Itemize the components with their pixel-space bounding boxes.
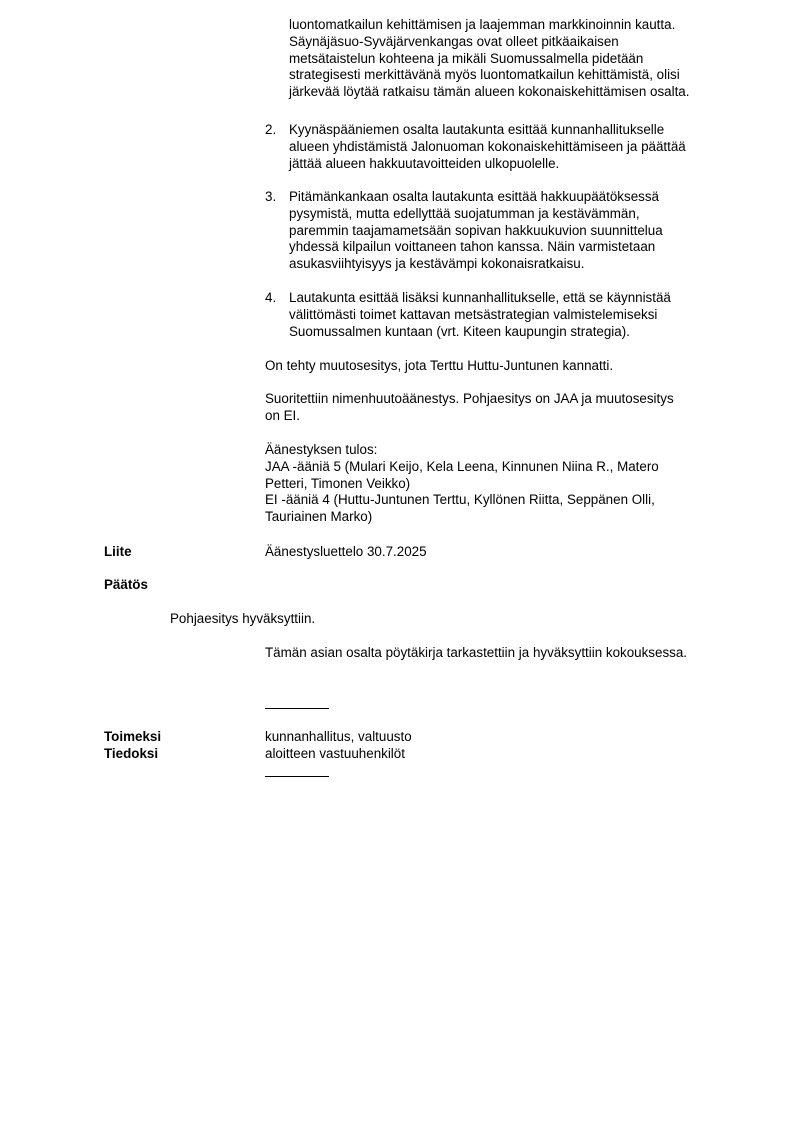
- list-item-text: Lautakunta esittää lisäksi kunnanhallitukselle, että se käynnistää välittömästi toimet kattavan metsästrategian valmistelemiseksi Suomussalmen kuntaan (vrt. Kiteen kaupungin strategia).: [289, 290, 671, 339]
- muutosesitys-paragraph: On tehty muutosesitys, jota Terttu Huttu-Juntunen kannatti.: [265, 358, 614, 373]
- paatos-text: Pohjaesitys hyväksyttiin.: [170, 611, 316, 626]
- list-item-text: Kyynäspääniemen osalta lautakunta esittää kunnanhallitukselle alueen yhdistämistä Jalonuoman kokonaiskehittämiseen ja päättää jättää alueen hakkuutavoitteiden ulkopuolelle.: [289, 122, 686, 171]
- list-item: [265, 290, 735, 340]
- separator-line: [265, 708, 329, 709]
- nimenhuuto-paragraph: Suoritettiin nimenhuutoäänestys. Pohjaesitys on JAA ja muutosesitys on EI.: [265, 391, 674, 423]
- liite-text: Äänestysluettelo 30.7.2025: [265, 544, 427, 559]
- list-item: [265, 122, 735, 172]
- vote-result-paragraph: Äänestyksen tulos: JAA -ääniä 5 (Mulari Keijo, Kela Leena, Kinnunen Niina R., Matero Petteri, Timonen Veikko) EI -ääniä 4 (Huttu-Juntunen Terttu, Kyllönen Riitta, Seppänen Olli, Tauriainen Marko): [265, 442, 659, 525]
- separator-line: [265, 776, 329, 777]
- list-item-number: 2.: [265, 122, 277, 137]
- tiedoksi-text: aloitteen vastuuhenkilöt: [265, 746, 405, 761]
- tiedoksi-label: Tiedoksi: [104, 746, 159, 761]
- list-item-text: Pitämänkankaan osalta lautakunta esittää hakkuupäätöksessä pysymistä, mutta edellyttää suojatumman ja kestävämmän, paremmin taajamametsään sopivan hakkuukuvion suunnittelua yhdessä kilpailun voittaneen tahon kanssa. Näin varmistetaan asukasviihtyisyys ja kestävämpi kokonaisratkaisu.: [289, 189, 663, 272]
- list-item: [265, 189, 735, 273]
- paatos-label: Päätös: [104, 577, 148, 592]
- tarkastus-paragraph: Tämän asian osalta pöytäkirja tarkastettiin ja hyväksyttiin kokouksessa.: [265, 645, 688, 660]
- continued-paragraph: luontomatkailun kehittämisen ja laajemman markkinoinnin kautta. Säynäjäsuo-Syväjärvenkangas ovat olleet pitkäaikaisen metsätaistelun kohteena ja mikäli Suomussalmella pidetään strategisesti merkittävänä myös luontomatkailun kehittämistä, olisi järkevää löytää ratkaisu tämän alueen kokonaiskehittämisen osalta.: [289, 17, 690, 100]
- toimeksi-label: Toimeksi: [104, 729, 162, 744]
- list-item-number: 4.: [265, 290, 277, 305]
- toimeksi-text: kunnanhallitus, valtuusto: [265, 729, 412, 744]
- list-item-number: 3.: [265, 189, 277, 204]
- liite-label: Liite: [104, 544, 132, 559]
